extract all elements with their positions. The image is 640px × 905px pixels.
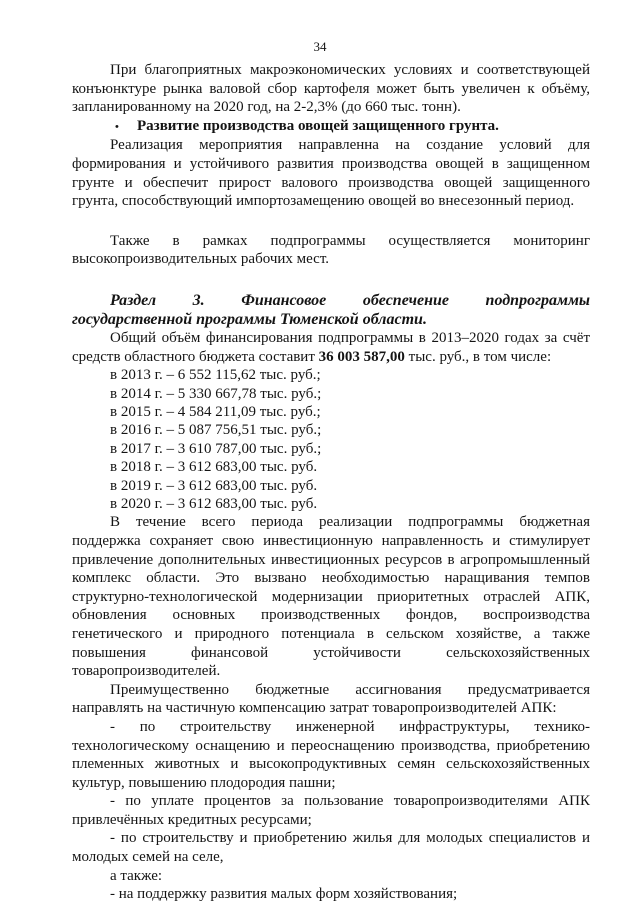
text-line: племенных животных и высокопродуктивных семян сельскохозяйственных — [72, 756, 590, 773]
text-line: Реализация мероприятия направленна на создание условий для — [110, 137, 590, 154]
paragraph-budget-support — [72, 513, 590, 680]
text-segment: средств областного бюджета составит — [72, 348, 319, 365]
text-line: грунте и обеспечит прирост валового производства овощей защищенного — [72, 174, 590, 191]
text-line: - по строительству инженерной инфраструктуры, технико- — [110, 718, 590, 735]
text-line: привлечение дополнительных инвестиционных ресурсов в агропромышленный — [72, 551, 590, 568]
list-item-small-farms: - на поддержку развития малых форм хозяйствования; — [110, 886, 458, 903]
year-item: в 2018 г. – 3 612 683,00 тыс. руб. — [110, 459, 318, 476]
text-line: генетического и природного потенциала в сельском хозяйстве, а также — [72, 625, 590, 642]
text-line: технологическому оснащению и переоснащению производства, приобретению — [72, 737, 590, 754]
text-line: конъюнктуре рынка валовой сбор картофеля может быть увеличен к объёму, — [72, 80, 590, 97]
text-line: высокопроизводительных рабочих мест. — [72, 251, 330, 268]
text-line: молодых семей на селе, — [72, 849, 224, 866]
text-line: В течение всего периода реализации подпрограммы бюджетная — [110, 514, 590, 531]
text-line: Преимущественно бюджетные ассигнования предусматривается — [110, 681, 590, 698]
text-line: грунта, способствующий импортозамещению овощей во внесезонный период. — [72, 193, 575, 210]
text-line: При благоприятных макроэкономических условиях и соответствующей — [110, 62, 590, 78]
bullet-text: Развитие производства овощей защищенного грунта. — [137, 117, 499, 134]
paragraph-greenhouse — [72, 136, 590, 210]
year-item: в 2015 г. – 4 584 211,09 тыс. руб.; — [110, 403, 321, 420]
heading-line: государственной программы Тюменской области. — [72, 310, 427, 328]
text-line: культур, повышению плодородия пашни; — [72, 774, 336, 791]
year-item: в 2016 г. – 5 087 756,51 тыс. руб.; — [110, 422, 322, 439]
total-amount: 36 003 587,00 — [318, 348, 405, 365]
text-line: Общий объём финансирования подпрограммы в 2013–2020 годах за счёт — [110, 329, 590, 346]
text-line: формирования и устойчивого развития производства овощей в защищенном — [72, 155, 590, 172]
spacer — [72, 211, 590, 232]
year-item: в 2014 г. – 5 330 667,78 тыс. руб.; — [110, 385, 322, 402]
text-line: - по уплате процентов за пользование товаропроизводителями АПК — [110, 793, 590, 810]
year-item: в 2017 г. – 3 610 787,00 тыс. руб.; — [110, 440, 322, 457]
paragraph-potato-harvest — [72, 61, 590, 117]
text-line: поддержка сохраняет свою инвестиционную направленность и стимулирует — [72, 532, 590, 549]
page-number: 34 — [313, 39, 327, 54]
paragraph-financing-total — [72, 329, 590, 366]
paragraph-monitoring — [72, 232, 590, 269]
text-line: повышения финансовой устойчивости сельскохозяйственных — [72, 644, 590, 661]
list-item-construction — [72, 718, 590, 792]
year-item: в 2019 г. – 3 612 683,00 тыс. руб. — [110, 477, 318, 494]
bullet-icon: • — [115, 120, 119, 133]
text-line: а также: — [110, 867, 163, 884]
text-line: обновления основных производственных фондов, воспроизводства — [72, 607, 590, 624]
text-line: направлять на частичную компенсацию затрат товаропроизводителей АПК: — [72, 700, 557, 717]
text-line: запланированному на 2020 год, на 2-2,3% (до 660 тыс. тонн). — [72, 99, 461, 116]
section-heading — [72, 291, 590, 329]
heading-line: Раздел 3. Финансовое обеспечение подпрограммы — [110, 291, 590, 309]
year-item: в 2013 г. – 6 552 115,62 тыс. руб.; — [110, 367, 321, 384]
text-line: - по строительству и приобретению жилья для молодых специалистов и — [110, 830, 590, 847]
text-line — [72, 348, 590, 367]
bullet-item-greenhouse — [72, 117, 590, 137]
list-item-interest — [72, 792, 590, 829]
paragraph-allocations — [72, 681, 590, 718]
text-line: товаропроизводителей. — [72, 663, 221, 680]
text-line: привлечённых кредитных ресурсами; — [72, 811, 312, 828]
text-line: комплекс области. Это вызвано необходимостью наращивания темпов — [72, 570, 590, 587]
text-segment: тыс. руб., в том числе: — [404, 348, 552, 365]
year-item: в 2020 г. – 3 612 683,00 тыс. руб. — [110, 495, 318, 512]
text-line: Также в рамках подпрограммы осуществляется мониторинг — [110, 232, 590, 249]
page-content — [72, 61, 590, 904]
list-item-housing — [72, 829, 590, 866]
yearly-financing-list — [72, 366, 590, 513]
text-line: структурно-технологической модернизации приоритетных отраслей АПК, — [72, 588, 590, 605]
